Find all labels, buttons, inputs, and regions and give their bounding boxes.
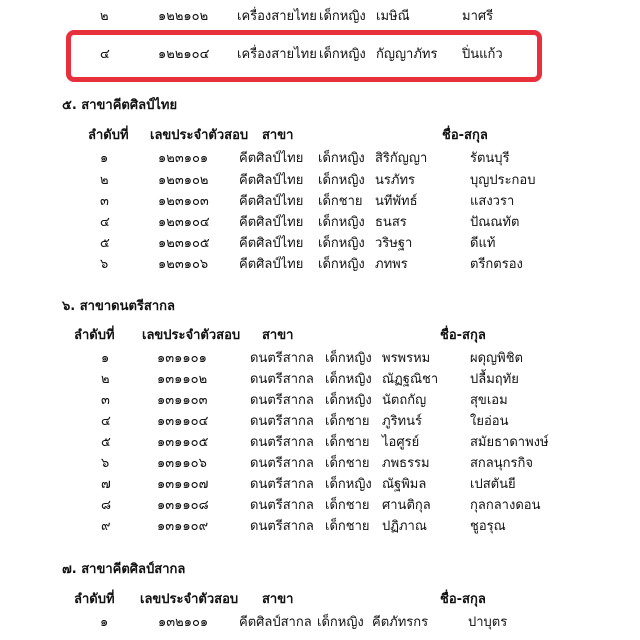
section-title: ๗. สาขาคีตศิลป์สากล [62,562,186,577]
branch: คีตศิลป์ไทย [239,151,304,166]
row-number: ๙ [101,519,111,534]
exam-id: ๑๓๑๑๐๕ [157,435,209,450]
branch: ดนตรีสากล [250,414,314,429]
exam-id: ๑๒๓๑๐๕ [158,236,210,251]
table-row [0,233,640,255]
table-row [0,348,640,370]
last-name: เปสตันยี [470,477,516,492]
first-name: ณัฏฐณิชา [382,372,439,387]
header-name: ชื่อ-สกุล [440,592,486,607]
table-row [0,411,640,433]
exam-id: ๑๓๑๑๐๙ [157,519,209,534]
branch: คีตศิลป์ไทย [239,215,304,230]
first-name: นรภัทร [375,173,415,188]
last-name: มาศรี [462,9,494,24]
gender: เด็กหญิง [318,151,365,166]
gender: เด็กหญิง [318,236,365,251]
header-name: ชื่อ-สกุล [442,128,488,143]
table-row [0,369,640,391]
row-number: ๖ [101,456,110,471]
gender: เด็กหญิง [325,351,372,366]
exam-id: ๑๓๑๑๐๒ [157,372,208,387]
first-name: ภพธรรม [382,456,430,471]
first-name: ไอศูรย์ [382,435,420,450]
last-name: สมัยธาดาพงษ์ [470,435,549,450]
branch: คีตศิลป์ไทย [239,173,304,188]
first-name: ศานติกุล [382,498,431,513]
branch: ดนตรีสากล [250,477,314,492]
table-header [0,126,640,146]
row-number: ๓ [100,194,109,209]
exam-id: ๑๒๓๑๐๔ [158,215,210,230]
exam-id: ๑๒๒๑๐๒ [158,9,209,24]
last-name: กุลกลางดอน [470,498,541,513]
row-number: ๓ [101,393,110,408]
first-name: สิริกัญญา [375,151,428,166]
branch: คีตศิลป์ไทย [239,257,304,272]
header-exam-id: เลขประจำตัวสอบ [150,128,249,143]
branch: ดนตรีสากล [250,498,314,513]
row-number: ๒ [100,173,109,188]
first-name: คีตภัทรกร [372,615,429,630]
last-name: ใยอ่อน [470,414,509,429]
table-row [0,148,640,170]
row-number: ๑ [101,351,110,366]
gender: เด็กชาย [325,519,370,534]
first-name: นทีพัทธ์ [375,194,418,209]
last-name: แสงวรา [470,194,515,209]
branch: ดนตรีสากล [250,435,314,450]
first-name: ธนสร [375,215,407,230]
exam-id: ๑๒๓๑๐๓ [158,194,209,209]
branch: คีตศิลป์ไทย [239,194,304,209]
table-row [0,191,640,213]
gender: เด็กหญิง [318,257,365,272]
last-name: ปลื้มฤทัย [470,372,519,387]
branch: เครื่องสายไทย [237,9,317,24]
row-number: ๕ [101,435,111,450]
first-name: นัตถกัญ [382,393,427,408]
last-name: ดีแท้ [470,236,496,251]
last-name: ปาบุตร [468,615,508,630]
table-row [0,612,640,634]
row-number: ๔ [100,215,110,230]
exam-id: ๑๓๑๑๐๗ [157,477,209,492]
row-number: ๕ [100,236,110,251]
row-number: ๖ [100,257,109,272]
table-row [0,474,640,496]
gender: เด็กชาย [325,414,370,429]
row-number: ๘ [101,498,112,513]
branch: ดนตรีสากล [250,393,314,408]
header-branch: สาขา [262,592,294,607]
table-row [0,516,640,538]
exam-id: ๑๓๒๑๐๑ [158,615,209,630]
gender: เด็กชาย [325,498,370,513]
table-row [0,390,640,412]
row-number: ๔ [100,47,110,62]
section-title: ๕. สาขาคีตศิลป์ไทย [62,98,178,113]
row-number: ๗ [101,477,111,492]
exam-id: ๑๒๓๑๐๖ [158,257,209,272]
table-row [0,170,640,192]
branch: คีตศิลป์สากล [239,615,312,630]
gender: เด็กชาย [318,194,363,209]
gender: เด็กหญิง [319,47,366,62]
exam-id: ๑๒๓๑๐๑ [158,151,209,166]
table-header [0,326,640,346]
header-exam-id: เลขประจำตัวสอบ [140,592,239,607]
table-row [0,254,640,276]
branch: เครื่องสายไทย [237,47,317,62]
row-number: ๒ [100,9,109,24]
gender: เด็กหญิง [318,173,365,188]
first-name: วริษฐา [375,236,413,251]
header-branch: สาขา [262,128,294,143]
exam-id: ๑๓๑๑๐๑ [157,351,207,366]
gender: เด็กหญิง [318,215,365,230]
last-name: ชูอรุณ [470,519,506,534]
header-branch: สาขา [262,328,294,343]
exam-id: ๑๒๓๑๐๒ [158,173,209,188]
header-exam-id: เลขประจำตัวสอบ [142,328,241,343]
first-name: พรพรหม [382,351,431,366]
gender: เด็กหญิง [325,477,372,492]
last-name: ปิ่นแก้ว [462,47,503,62]
row-number: ๑ [100,151,109,166]
exam-id: ๑๓๑๑๐๓ [157,393,208,408]
branch: คีตศิลป์ไทย [239,236,304,251]
gender: เด็กหญิง [325,393,372,408]
header-no: ลำดับที่ [74,592,115,607]
branch: ดนตรีสากล [250,456,314,471]
row-number: ๑ [100,615,109,630]
gender: เด็กหญิง [319,9,366,24]
last-name: รัตนบุรี [470,151,510,166]
header-no: ลำดับที่ [88,128,129,143]
exam-id: ๑๓๑๑๐๘ [157,498,209,513]
table-row [0,495,640,517]
header-name: ชื่อ-สกุล [440,328,486,343]
last-name: ตรีกตรอง [470,257,523,272]
section-title: ๖. สาขาดนตรีสากล [62,299,175,314]
exam-id: ๑๒๒๑๐๔ [158,47,210,62]
table-header [0,590,640,610]
table-row [0,453,640,475]
table-row [0,432,640,454]
branch: ดนตรีสากล [250,519,314,534]
branch: ดนตรีสากล [250,351,314,366]
gender: เด็กชาย [325,456,370,471]
first-name: ภูริทนร์ [382,414,422,429]
first-name: เมษิณี [376,9,410,24]
first-name: ณัฐพิมล [382,477,427,492]
last-name: ปัณณทัต [470,215,520,230]
last-name: บุญประกอบ [470,173,536,188]
first-name: ปฏิภาณ [382,519,427,534]
gender: เด็กชาย [325,435,370,450]
first-name: กัญญาภัทร [376,47,438,62]
gender: เด็กหญิง [325,372,372,387]
first-name: ภทพร [375,257,408,272]
header-no: ลำดับที่ [74,328,115,343]
last-name: สกลนุกรกิจ [470,456,534,471]
table-row [0,6,640,28]
highlighted-row [0,44,640,66]
exam-id: ๑๓๑๑๐๔ [157,414,209,429]
branch: ดนตรีสากล [250,372,314,387]
last-name: ผดุญพิชิต [470,351,523,366]
last-name: สุขเอม [470,393,508,408]
table-row [0,212,640,234]
row-number: ๒ [101,372,110,387]
row-number: ๔ [101,414,111,429]
gender: เด็กหญิง [317,615,364,630]
exam-id: ๑๓๑๑๐๖ [157,456,207,471]
